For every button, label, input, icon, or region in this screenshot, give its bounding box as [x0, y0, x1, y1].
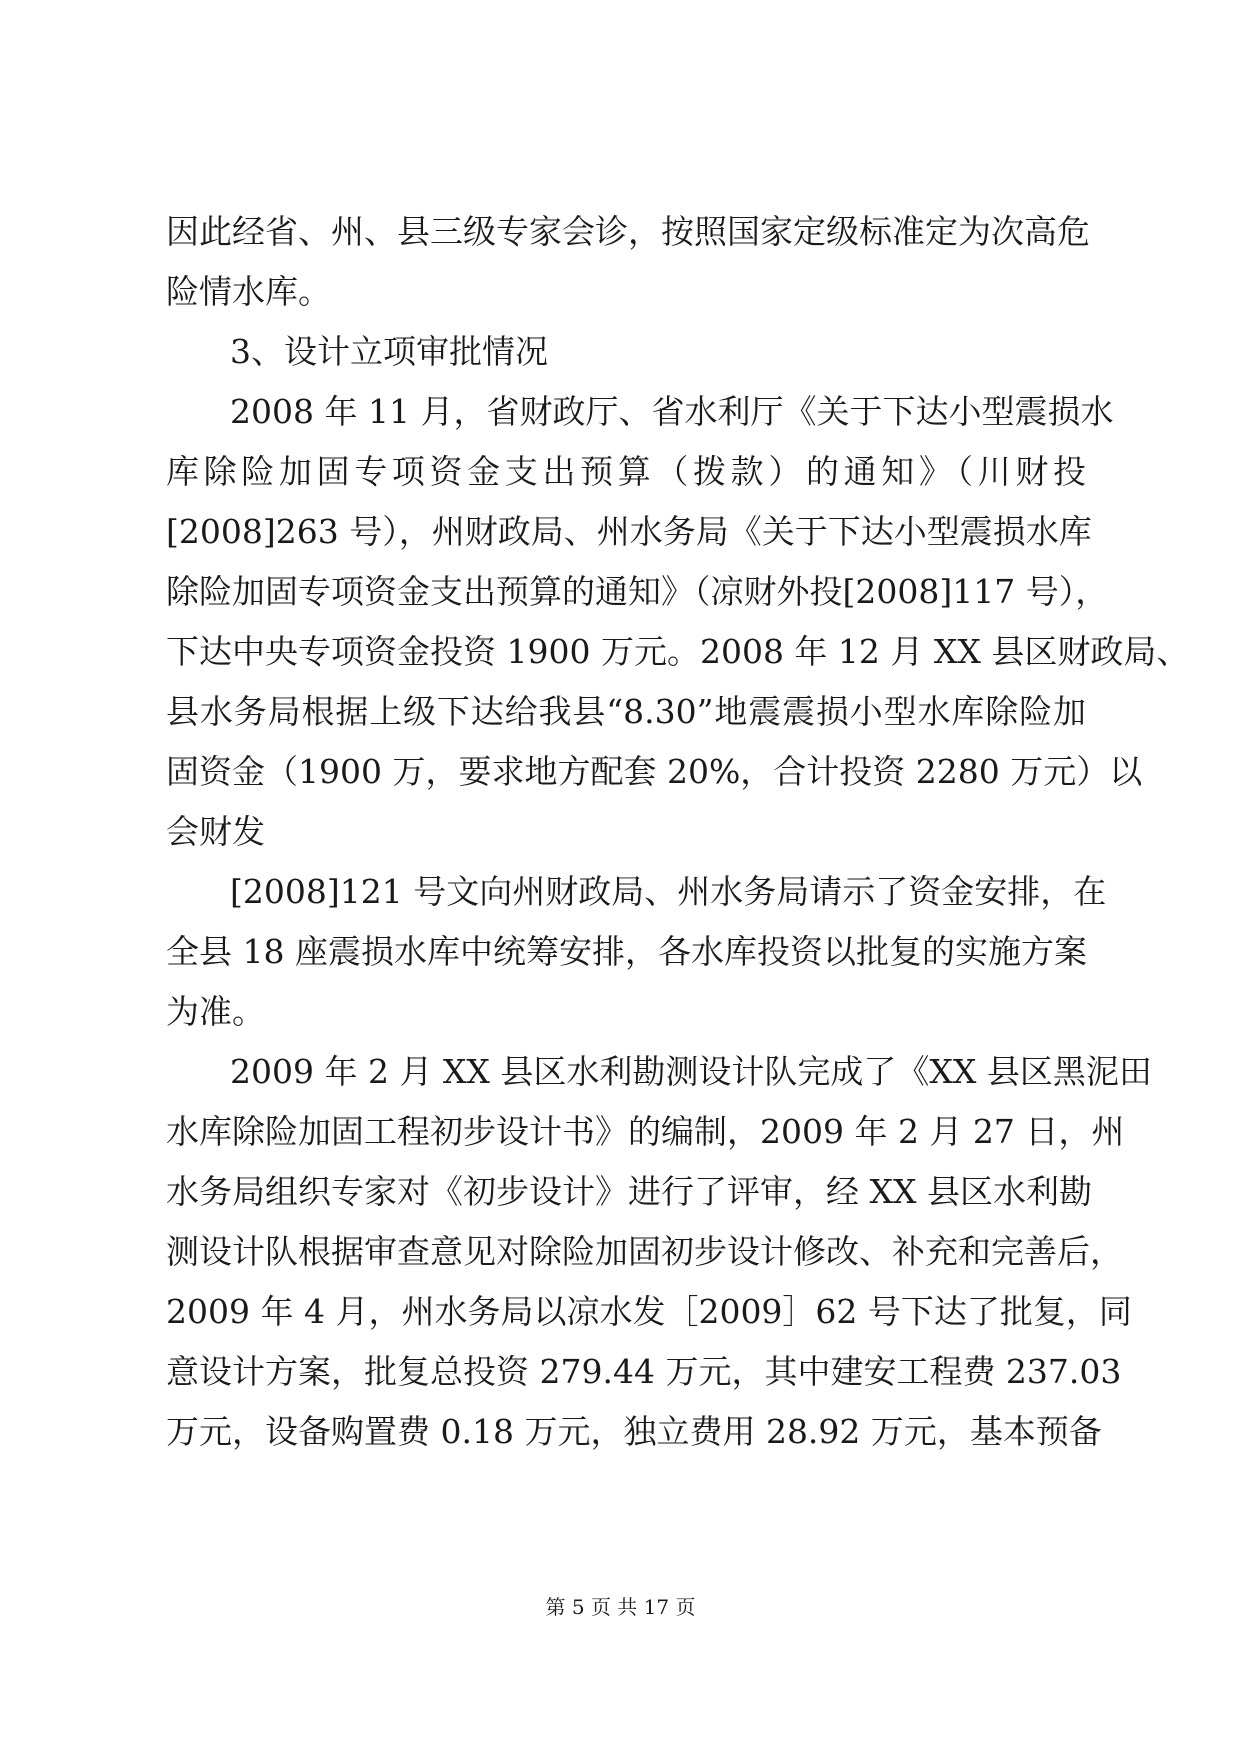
text-line: 县水务局根据上级下达给我县“8.30”地震震损小型水库除险加 [166, 692, 1086, 731]
text-line: 测设计队根据审查意见对除险加固初步设计修改、补充和完善后， [166, 1232, 1123, 1271]
section-heading: 3、设计立项审批情况 [230, 332, 548, 371]
text-line: 为准。 [166, 992, 265, 1031]
text-line: 2009 年 2 月 XX 县区水利勘测设计队完成了《XX 县区黑泥田 [230, 1052, 1152, 1091]
text-line: 2009 年 4 月，州水务局以凉水发［2009］62 号下达了批复，同 [166, 1292, 1132, 1331]
text-line: 意设计方案，批复总投资 279.44 万元，其中建安工程费 237.03 [166, 1352, 1122, 1391]
text-line: 除险加固专项资金支出预算的通知》（凉财外投[2008]117 号）， [166, 572, 1109, 611]
text-line: 万元，设备购置费 0.18 万元，独立费用 28.92 万元，基本预备 [166, 1412, 1102, 1451]
text-line: 下达中央专项资金投资 1900 万元。2008 年 12 月 XX 县区财政局、 [166, 632, 1190, 671]
text-line: [2008]263 号），州财政局、州水务局《关于下达小型震损水库 [166, 512, 1092, 551]
text-line: 2008 年 11 月，省财政厅、省水利厅《关于下达小型震损水 [230, 392, 1114, 431]
text-line: 因此经省、州、县三级专家会诊，按照国家定级标准定为次高危 [166, 212, 1090, 251]
text-line: [2008]121 号文向州财政局、州水务局请示了资金安排，在 [230, 872, 1107, 911]
page-number-footer: 第 5 页 共 17 页 [545, 1595, 696, 1619]
text-line: 固资金（1900 万，要求地方配套 20%，合计投资 2280 万元）以 [166, 752, 1143, 791]
text-line: 库除险加固专项资金支出预算（拨款）的通知》（川财投 [166, 452, 1086, 491]
text-line: 水务局组织专家对《初步设计》进行了评审，经 XX 县区水利勘 [166, 1172, 1092, 1211]
text-line: 水库除险加固工程初步设计书》的编制，2009 年 2 月 27 日，州 [166, 1112, 1125, 1151]
text-line: 全县 18 座震损水库中统筹安排，各水库投资以批复的实施方案 [166, 932, 1087, 971]
text-line: 险情水库。 [166, 272, 331, 311]
text-line: 会财发 [166, 812, 265, 851]
